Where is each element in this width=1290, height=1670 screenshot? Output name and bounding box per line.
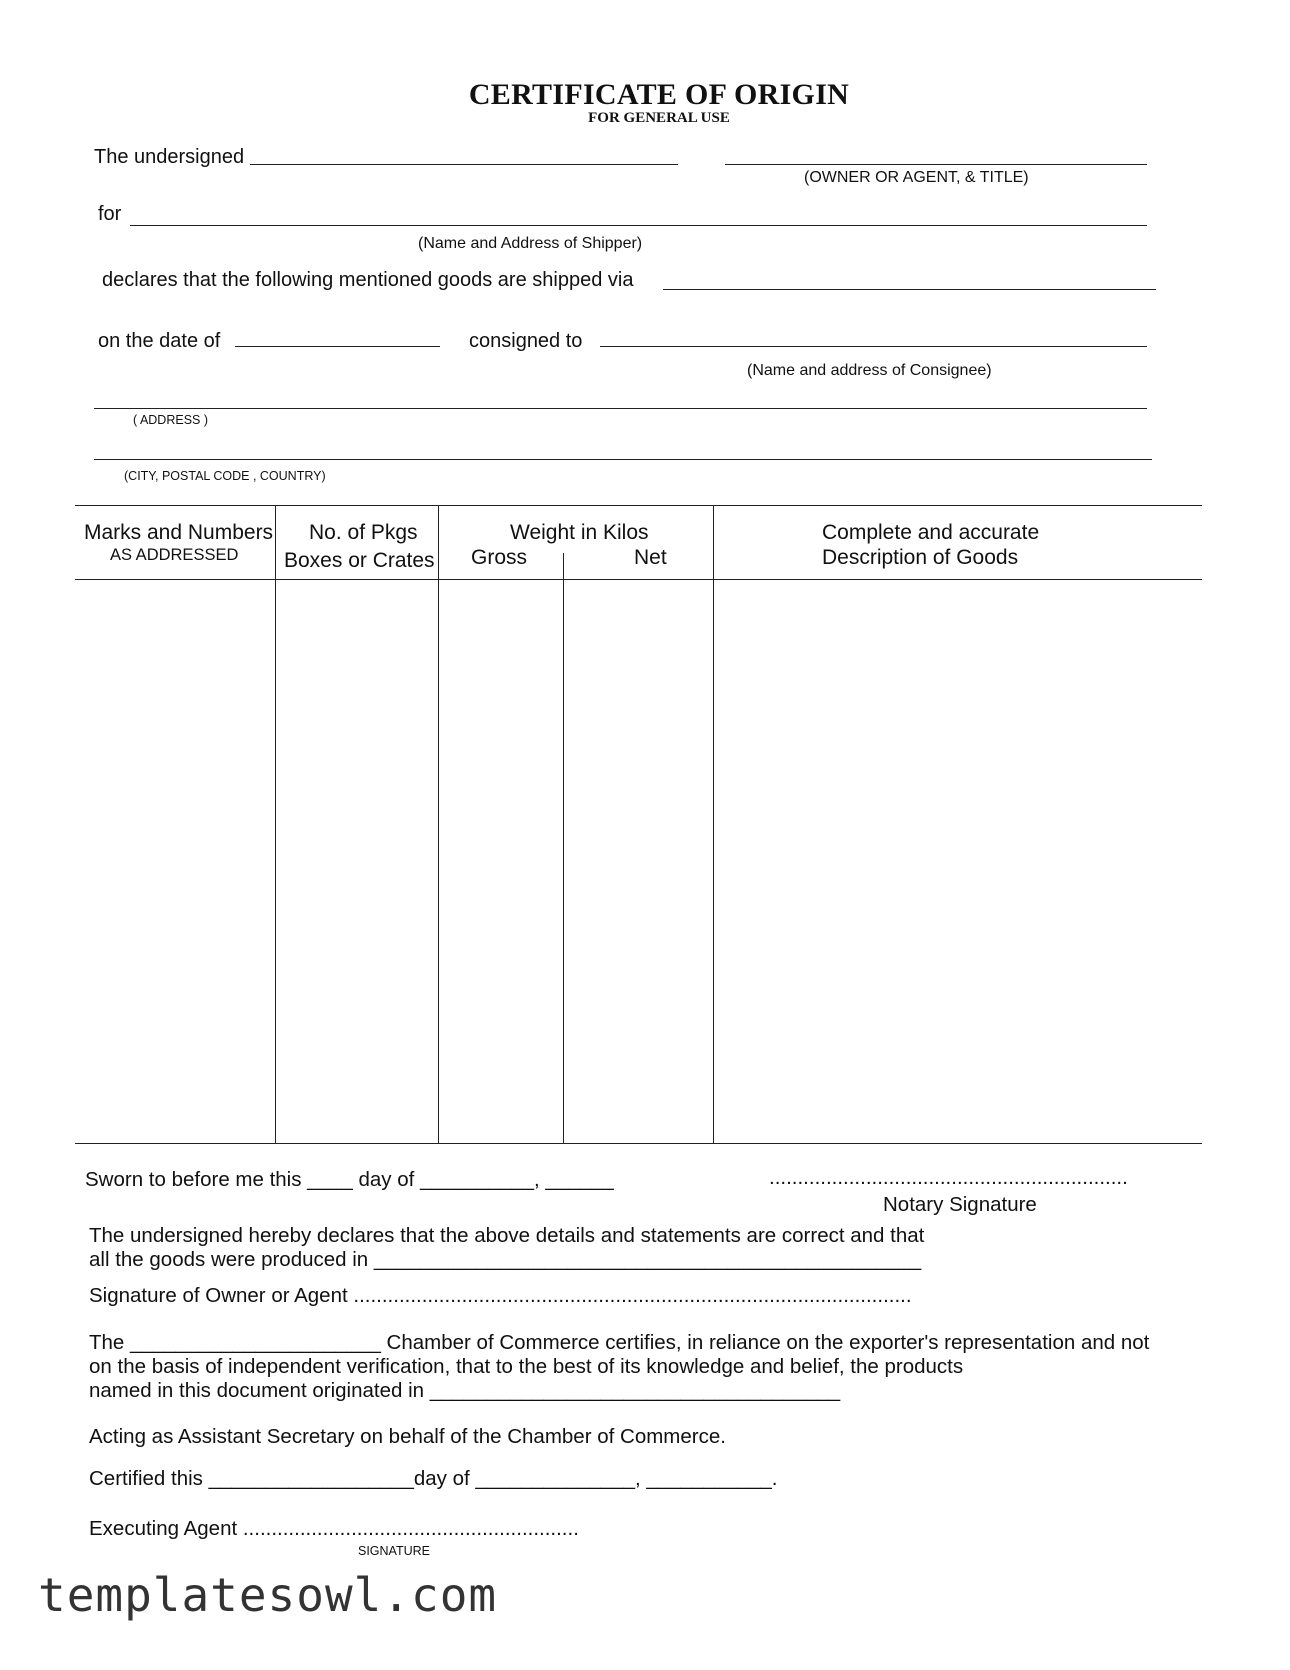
col-gross-header: Gross	[471, 546, 528, 569]
owner-signature-line[interactable]: Signature of Owner or Agent ..................................................................................................	[89, 1284, 912, 1307]
col-marks-header: Marks and Numbers	[84, 521, 274, 544]
for-label: for	[98, 203, 122, 225]
address-caption: ( ADDRESS )	[133, 413, 209, 427]
shipper-field[interactable]	[130, 225, 1147, 226]
col-description-header: Complete and accurate	[822, 521, 1040, 544]
date-field[interactable]	[235, 346, 440, 347]
shipped-via-field[interactable]	[663, 289, 1156, 290]
document-title: CERTIFICATE OF ORIGIN	[468, 78, 850, 111]
col-net-header: Net	[634, 546, 667, 569]
table-col-divider	[563, 553, 564, 1143]
col-pkgs-header: No. of Pkgs	[309, 521, 418, 544]
acting-secretary-text: Acting as Assistant Secretary on behalf of the Chamber of Commerce.	[89, 1425, 726, 1448]
city-postal-country-field[interactable]	[94, 459, 1152, 460]
city-caption: (CITY, POSTAL CODE , COUNTRY)	[124, 469, 326, 483]
declaration-line-1: The undersigned hereby declares that the above details and statements are correct and that	[89, 1224, 925, 1247]
chamber-certify-line-3: named in this document originated in ____________________________________	[89, 1379, 841, 1402]
watermark-text: templatesowl.com	[38, 1568, 498, 1622]
chamber-certify-line-2: on the basis of independent verification, that to the best of its knowledge and belief, the products	[89, 1355, 964, 1378]
consignee-field[interactable]	[600, 346, 1147, 347]
table-bottom-rule	[75, 1143, 1202, 1144]
notary-signature-label: Notary Signature	[883, 1193, 1037, 1216]
address-field[interactable]	[94, 408, 1147, 409]
net-weight-cell[interactable]	[565, 582, 711, 1140]
consignee-caption: (Name and address of Consignee)	[747, 362, 992, 379]
undersigned-label: The undersigned	[94, 146, 245, 168]
date-label: on the date of	[98, 330, 221, 352]
sworn-text: Sworn to before me this ____ day of __________, ______	[85, 1168, 614, 1191]
table-header-rule	[75, 579, 1202, 580]
table-top-rule	[75, 505, 1202, 506]
owner-agent-caption: (OWNER OR AGENT, & TITLE)	[804, 169, 1029, 186]
chamber-certify-line-1: The ______________________ Chamber of Commerce certifies, in reliance on the exporter's representation and not	[89, 1331, 1150, 1354]
description-cell[interactable]	[715, 582, 1200, 1140]
shipper-caption: (Name and Address of Shipper)	[418, 235, 643, 252]
marks-cell[interactable]	[76, 582, 273, 1140]
col-marks-subheader: AS ADDRESSED	[110, 546, 239, 564]
gross-weight-cell[interactable]	[440, 582, 561, 1140]
notary-signature-field[interactable]: ...............................................................	[769, 1166, 1128, 1189]
undersigned-name-field[interactable]	[250, 164, 678, 165]
executing-agent-line[interactable]: Executing Agent ...........................................................	[89, 1517, 579, 1540]
pkgs-cell[interactable]	[277, 582, 436, 1140]
col-pkgs-subheader: Boxes or Crates	[284, 549, 435, 572]
table-col-divider	[275, 505, 276, 1143]
col-description-subheader: Description of Goods	[822, 546, 1019, 569]
table-col-divider	[713, 505, 714, 1143]
document-subtitle: FOR GENERAL USE	[588, 110, 730, 126]
shipped-via-label: declares that the following mentioned goods are shipped via	[102, 269, 634, 291]
signature-caption: SIGNATURE	[358, 1544, 430, 1558]
consigned-to-label: consigned to	[469, 330, 583, 352]
owner-agent-title-field[interactable]	[725, 164, 1147, 165]
col-weight-header: Weight in Kilos	[510, 521, 649, 544]
table-col-divider	[438, 505, 439, 1143]
certified-line: Certified this __________________day of ______________, ___________.	[89, 1467, 778, 1490]
declaration-line-2: all the goods were produced in ________________________________________________	[89, 1248, 922, 1271]
